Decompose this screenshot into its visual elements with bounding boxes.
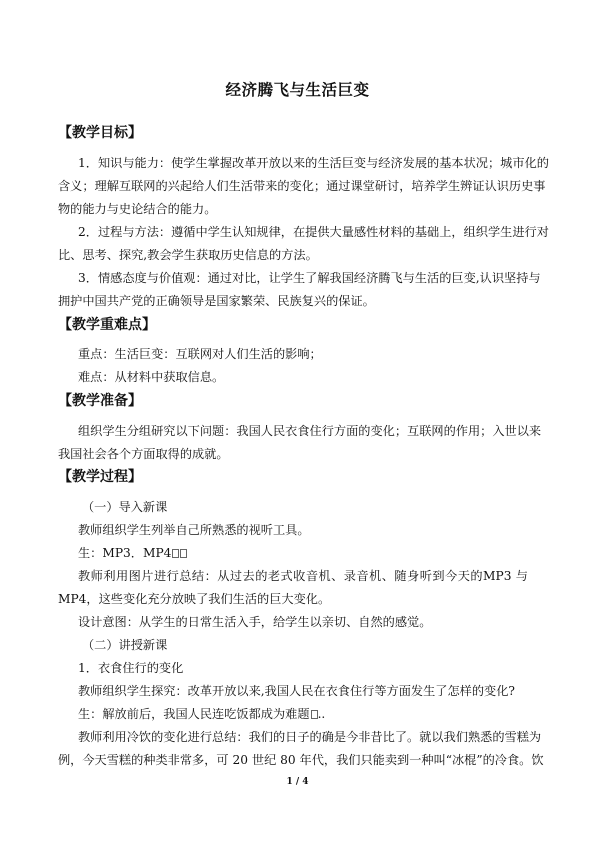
missing-glyph-box <box>311 710 318 719</box>
section-heading-goals: 【教学目标】 <box>58 125 142 141</box>
paragraph-line: 含义；理解互联网的兴起给人们生活带来的变化；通过课堂研讨，培养学生辨证认识历史事 <box>58 179 546 193</box>
section-heading-keypoints: 【教学重难点】 <box>58 317 156 333</box>
paragraph-line-with-glyphs <box>78 706 325 722</box>
paragraph-line: 拥护中国共产党的正确领导是国家繁荣、民族复兴的保证。 <box>58 294 375 308</box>
page-number: 1 / 4 <box>286 777 309 787</box>
paragraph-text: 生：MP3．MP4 <box>78 546 172 560</box>
paragraph-line: 教师组织学生列举自己所熟悉的视听工具。 <box>78 523 310 537</box>
paragraph-line: 组织学生分组研究以下问题：我国人民衣食住行方面的变化；互联网的作用；入世以来 <box>78 424 542 438</box>
paragraph-line: 1．知识与能力：使学生掌握改革开放以来的生活巨变与经济发展的基本状况；城市化的 <box>78 156 549 170</box>
paragraph-line: 难点：从材料中获取信息。 <box>78 370 225 384</box>
paragraph-line-with-glyphs <box>78 545 187 561</box>
paragraph-text: 生：解放前后，我国人民连吃饭都成为难题 <box>78 707 310 721</box>
paragraph-line: 1．衣食住行的变化 <box>78 661 184 675</box>
paragraph-line: 教师利用冷饮的变化进行总结：我们的日子的确是今非昔比了。就以我们熟悉的雪糕为 <box>78 730 542 744</box>
paragraph-line: （二）讲授新课 <box>82 638 168 652</box>
paragraph-line: 3．情感态度与价值观：通过对比，让学生了解我国经济腾飞与生活的巨变,认识坚持与 <box>78 271 541 285</box>
paragraph-line: 我国社会各个方面取得的成就。 <box>58 447 229 461</box>
paragraph-line: MP4，这些变化充分放映了我们生活的巨大变化。 <box>58 592 331 606</box>
paragraph-text-tail: .. <box>317 707 326 721</box>
paragraph-line: 比、思考、探究,教会学生获取历史信息的方法。 <box>58 248 318 262</box>
paragraph-line: 教师组织学生探究：改革开放以来,我国人民在衣食住行等方面发生了怎样的变化? <box>78 684 515 698</box>
paragraph-line: 物的能力与史论结合的能力。 <box>58 202 217 216</box>
paragraph-line: 教师利用图片进行总结：从过去的老式收音机、录音机、随身听到今天的MP3 与 <box>78 569 528 583</box>
paragraph-line: 设计意图：从学生的日常生活入手，给学生以亲切、自然的感觉。 <box>78 615 432 629</box>
page-title: 经济腾飞与生活巨变 <box>225 81 370 99</box>
paragraph-line: 重点：生活巨变：互联网对人们生活的影响； <box>78 347 322 361</box>
paragraph-line: （一）导入新课 <box>82 500 168 514</box>
section-heading-process: 【教学过程】 <box>58 469 142 485</box>
missing-glyph-box <box>172 549 179 558</box>
missing-glyph-box <box>180 549 187 558</box>
section-heading-prep: 【教学准备】 <box>58 393 142 409</box>
paragraph-line: 例，今天雪糕的种类非常多，可 20 世纪 80 年代，我们只能卖到一种叫“冰棍”的冷食。饮 <box>58 753 544 767</box>
paragraph-line: 2．过程与方法：遵循中学生认知规律，在提供大量感性材料的基础上，组织学生进行对 <box>78 225 549 239</box>
